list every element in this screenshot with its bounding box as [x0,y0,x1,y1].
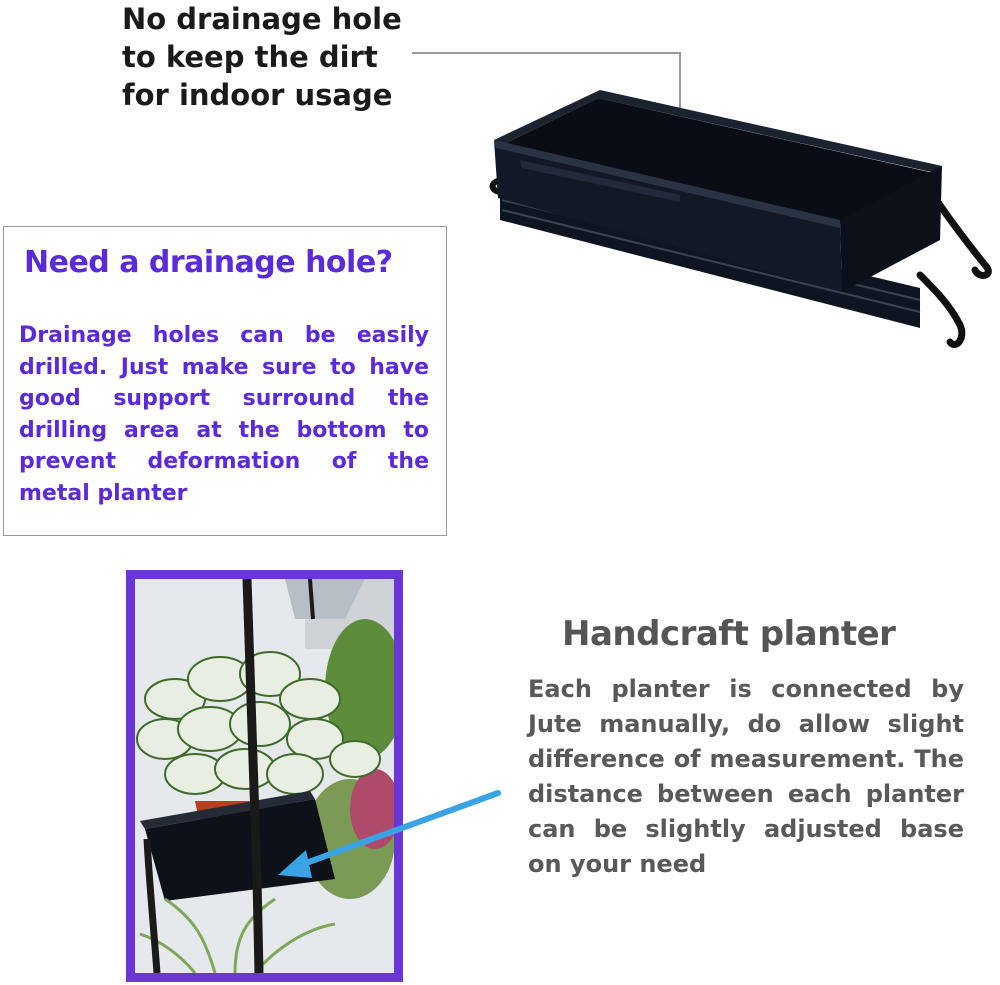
hanging-planter-photo [135,579,394,973]
drainage-info-box [3,226,447,536]
handcraft-description: Each planter is connected by Jute manually, do allow slight difference of measurement. The distance between each planter can be slightly adjusted base on your need [528,675,964,878]
photo-illustration [135,579,394,973]
drainage-description: Drainage holes can be easily drilled. Just make sure to have good support surround the drilling area at the bottom to prevent deformation of the metal planter [19,323,429,506]
callout-line-1: No drainage hole [122,2,402,36]
callout-line-3: for indoor usage [122,78,393,112]
callout-line-2: to keep the dirt [122,40,378,74]
drainage-title: Need a drainage hole? [24,245,393,280]
hanging-planter-photo-frame [126,570,403,982]
handcraft-title: Handcraft planter [562,614,896,654]
planter-product-image [480,80,1000,370]
no-drainage-callout [122,0,422,114]
